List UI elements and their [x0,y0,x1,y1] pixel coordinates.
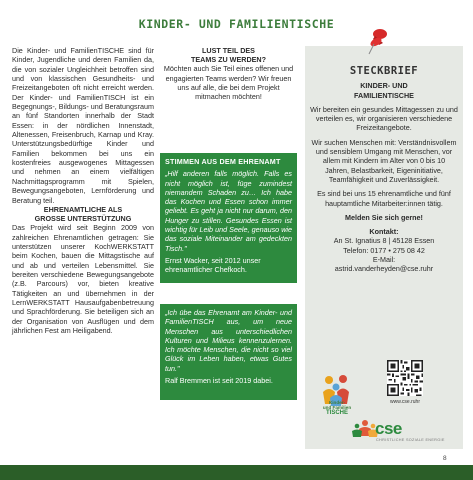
logo-text: Kinder- [328,400,346,405]
steckbrief-subheading-line: FAMILIENTISCHE [354,90,414,100]
steckbrief-offer: Wir bereiten ein gesundes Mittagessen zu und verteilen es, wir organisieren verschiedene Freizeitangebote. [310,104,458,133]
page-number: 8 [443,455,447,462]
contact-email[interactable]: astrid.vanderheyden@cse.ruhr [334,264,434,274]
contact-email-label: E-Mail: [372,255,396,265]
contact-phone: Telefon: 0177 • 275 08 42 [343,245,425,255]
quote-text: „Hilf anderen falls möglich. Falls es nicht möglich ist, füge zumindest niemandem Schaden zu… Ich habe das Kochen und Essen schon immer geliebt. Es geht ja nicht nur darum, den Hunger zu stillen. Gesundes Essen ist wichtig für Leib und Seele, genauso wie das soziale Miteinander am gedeckten Tisch." [165,169,292,253]
section-heading-join [160,46,297,64]
main-column-left [12,46,154,335]
logos-area [305,360,463,450]
intro-paragraph: Die Kinder- und FamilienTISCHE sind für Kinder, Jugendliche und deren Familien da, die von sozialer Ungleichheit betroffen sind und von klassischen Gesundheits- und Freizeitangeboten oft nicht erreicht werden. Der Kinder- und FamilienTISCH ist ein Begegnungs-, Bildungs- und Beratungsraum an fünf Standorten innerhalb der Stadt Essen: in der nördlichen Innenstadt, Altenessen, Freisenbruch, Karnap und Kray. Unterstützungsbedürftige Kinder und Familien bekommen bei uns ein kostenfreies ausgewogenes Mittagessen und nehmen an einem vielfältigen Nachmittagsprogramm mit Spielen, Bewegungsangeboten, Lernförderung und Beratung teil. [12,46,154,205]
footer-band [0,465,473,480]
kinder-familientische-wordmark [311,400,363,417]
section-heading-line: EHRENAMTLICHE ALS [43,204,123,214]
pushpin-icon [363,27,393,59]
steckbrief-subheading [310,81,458,100]
steckbrief-staff: Es sind bei uns 15 ehrenamtliche und fünf hauptamtliche Mitarbeiter:innen tätig. [317,189,451,208]
main-column-middle [160,46,297,102]
contact-address: An St. Ignatius 8 | 45128 Essen [333,236,435,246]
logo-text: TISCHE [325,410,348,417]
quote-box-heading: STIMMEN AUS DEM EHRENAMT [165,157,281,166]
qr-code[interactable] [387,360,423,396]
page-title: KINDER- UND FAMILIENTISCHE [138,17,335,31]
section-heading-line: TEAMS ZU WERDEN? [190,55,267,65]
section-heading-line: LUST TEIL DES [202,46,255,55]
cse-tagline: CHRISTLICHE SOZIALE ENERGIE [376,438,445,442]
quote-author: Ernst Wacker, seit 2012 unser ehrenamtlicher Chefkoch. [165,255,261,275]
contact-label: Kontakt [369,227,397,237]
steckbrief-subheading-line: KINDER- UND [360,81,408,91]
cse-wordmark: cse [375,419,402,438]
logo-text: und Familien [322,405,352,411]
contact-block: Kontakt: An St. Ignatius 8 | 45128 Essen Telefon: 0177 • 275 08 42 E-Mail: astrid.vanderheyden@cse.ruhr [333,227,435,274]
volunteers-paragraph: Das Projekt wird seit Beginn 2009 von zahlreichen Ehrenamtlichen getragen: Sie unterstützen unserer KochWERKSTATT beim Kochen, bauen die Mittagstische auf und ab und verteilen Lebensmittel. Sie bereiten verschiedene Bewegungsangebote (z.B. Parcours) vor, bieten kreative Tätigkeiten an und übernehmen in der LernWERKSTATT Hausaufgabenbetreuung und Sprachförderung. Sie beteiligen sich an der Organisation von Ausflügen und dem jährlichen Fest am Heiligabend. [12,223,154,336]
join-paragraph: Möchten auch Sie Teil eines offenen und engagierten Teams werden? Wir freuen uns auf alle, die bei dem Projekt mitmachen möchten! [163,64,294,102]
section-heading-volunteers [12,205,154,223]
quote-text: „Ich übe das Ehrenamt am Kinder- und FamilienTISCH aus, um neue Menschen aus unterschiedlichen Kulturen und Milieus kennenzulernen. Ich möchte Menschen, die nicht so viel Glück im Leben haben, etwas Gutes tun." [165,308,292,373]
steckbrief-heading: STECKBRIEF [349,65,419,77]
quote-author: Ralf Bremmen ist seit 2019 dabei. [165,376,273,386]
website-url[interactable]: www.cse.ruhr [389,399,420,405]
steckbrief-requirements: Wir suchen Menschen mit: Verständnisvollem und sensiblem Umgang mit Menschen, vor allem mit Kindern im Alter von 0 bis 10 Jahren, Belastbarkeit, Eigeninitiative, Teamfähigkeit und Zuverlässigkeit. [311,137,457,184]
quote-box-second [160,304,297,400]
quote-box-voices [160,153,297,283]
section-heading-line: GROSSE UNTERSTÜTZUNG [34,214,132,224]
steckbrief-cta: Melden Sie sich gerne! [345,212,423,222]
